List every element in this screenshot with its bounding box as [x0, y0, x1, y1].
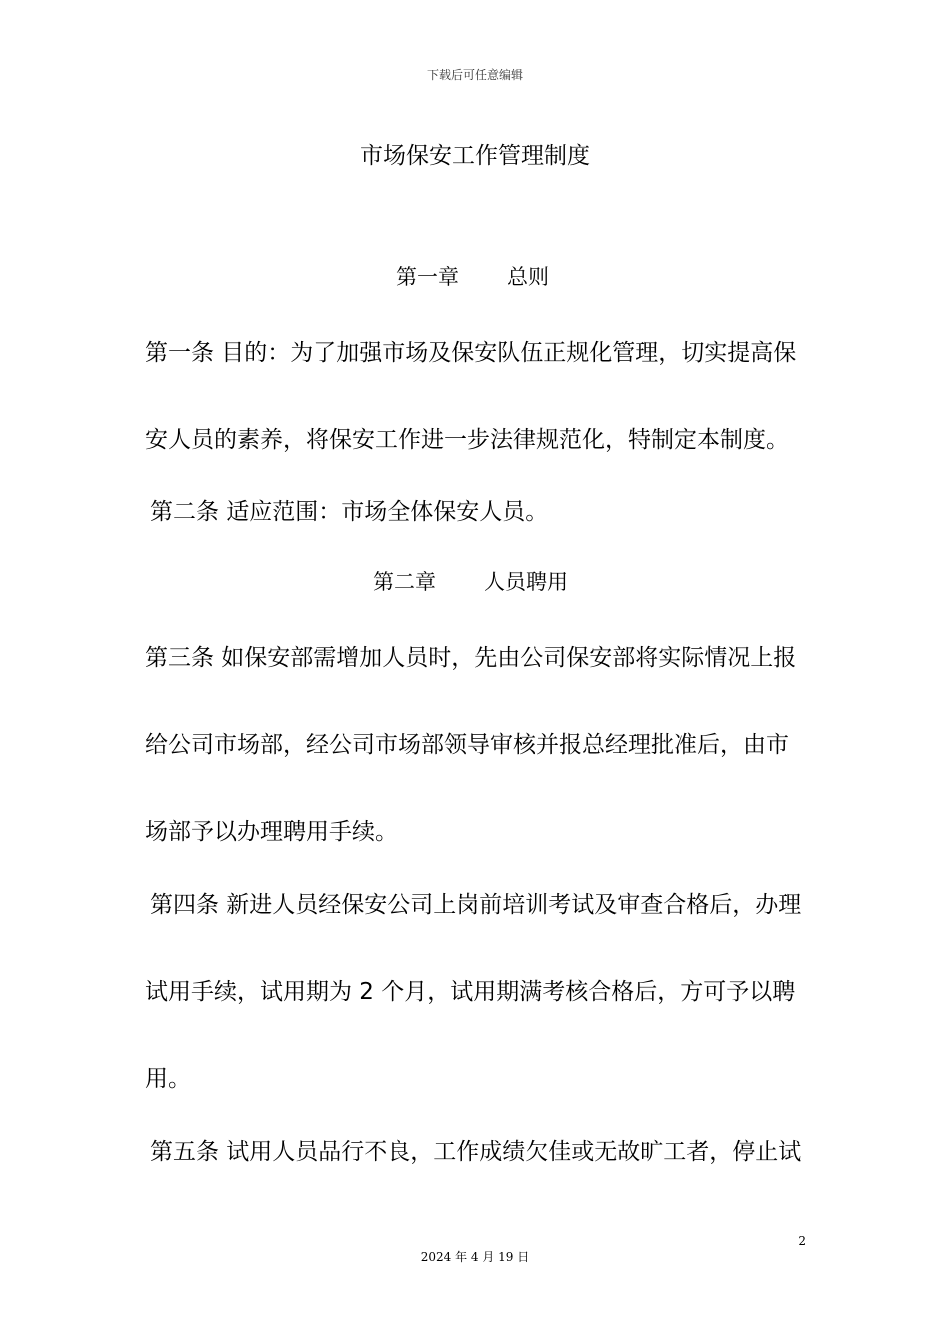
chapter-2-name: 人员聘用 [484, 570, 568, 594]
paragraph-line: 安人员的素养，将保安工作进一步法律规范化，特制定本制度。 [145, 427, 789, 453]
paragraph-line: 第一条 目的：为了加强市场及保安队伍正规化管理，切实提高保 [145, 340, 797, 366]
paragraph-line: 用。 [145, 1066, 191, 1092]
paragraph-line: 试用手续，试用期为 2 个月，试用期满考核合格后，方可予以聘 [145, 979, 796, 1005]
paragraph-line: 第二条 适应范围：市场全体保安人员。 [150, 499, 549, 525]
paragraph-line: 给公司市场部，经公司市场部领导审核并报总经理批准后，由市 [145, 732, 789, 758]
page-number: 2 [798, 1234, 806, 1248]
paragraph-line: 第五条 试用人员品行不良，工作成绩欠佳或无故旷工者，停止试 [150, 1139, 802, 1165]
chapter-2-number: 第二章 [373, 570, 436, 594]
chapter-1-number: 第一章 [396, 265, 459, 289]
paragraph-line: 场部予以办理聘用手续。 [145, 819, 398, 845]
chapter-1-heading [396, 261, 549, 291]
paragraph-line: 第三条 如保安部需增加人员时，先由公司保安部将实际情况上报 [145, 645, 797, 671]
footer-date: 2024 年 4 月 19 日 [420, 1250, 530, 1264]
paragraph-line: 第四条 新进人员经保安公司上岗前培训考试及审查合格后，办理 [150, 892, 802, 918]
chapter-1-name: 总则 [507, 265, 549, 289]
header-note: 下载后可任意编辑 [426, 68, 523, 82]
chapter-2-heading [373, 566, 568, 596]
document-title: 市场保安工作管理制度 [360, 143, 590, 169]
